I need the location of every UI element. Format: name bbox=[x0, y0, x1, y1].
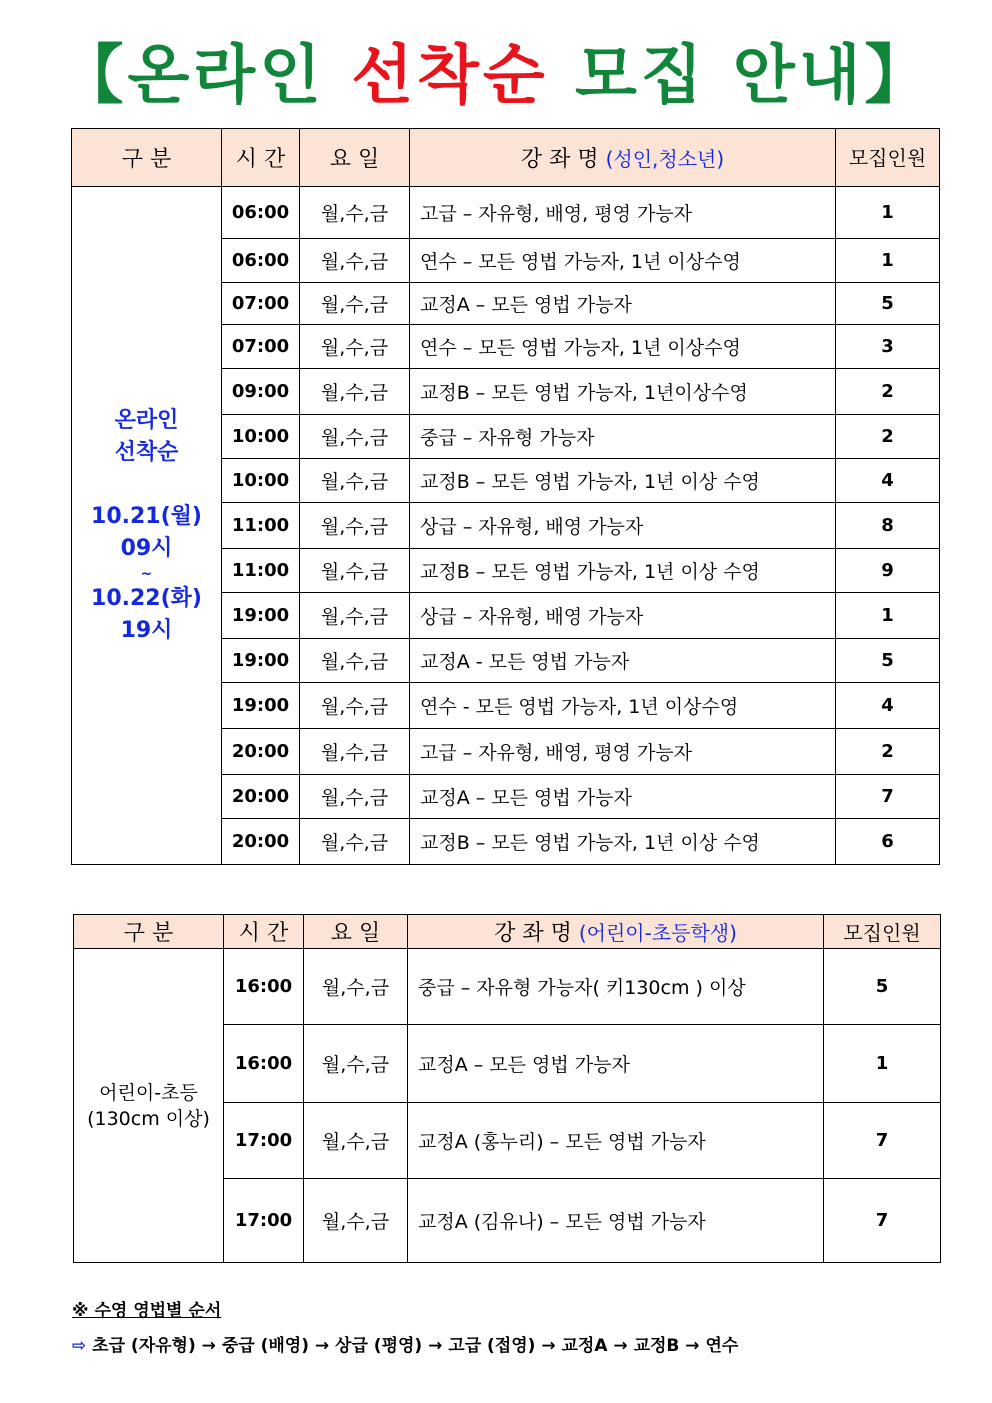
cell-count: 5 bbox=[836, 639, 940, 683]
table-row bbox=[74, 949, 941, 1025]
cell-count: 4 bbox=[836, 683, 940, 729]
cell-count: 1 bbox=[836, 593, 940, 639]
cell-course: 상급 – 자유형, 배영 가능자 bbox=[410, 503, 836, 549]
title-close-bracket: 】 bbox=[864, 39, 933, 113]
kids-group-label bbox=[74, 949, 224, 1263]
cell-time: 17:00 bbox=[224, 1179, 304, 1263]
table-row bbox=[72, 187, 940, 239]
cell-day: 월,수,금 bbox=[300, 819, 410, 865]
cell-count: 5 bbox=[824, 949, 941, 1025]
cell-course: 교정B – 모든 영법 가능자, 1년이상수영 bbox=[410, 369, 836, 415]
cell-day: 월,수,금 bbox=[300, 503, 410, 549]
cell-day: 월,수,금 bbox=[304, 1179, 408, 1263]
cell-course: 교정B – 모든 영법 가능자, 1년 이상 수영 bbox=[410, 549, 836, 593]
group-label-line bbox=[72, 469, 221, 501]
group-label-line: 19시 bbox=[120, 617, 173, 643]
cell-day: 월,수,금 bbox=[300, 593, 410, 639]
cell-day: 월,수,금 bbox=[304, 1103, 408, 1179]
cell-course: 연수 – 모든 영법 가능자, 1년 이상수영 bbox=[410, 325, 836, 369]
group-label-line: 온라인 bbox=[114, 407, 179, 433]
cell-count: 6 bbox=[836, 819, 940, 865]
cell-day: 월,수,금 bbox=[300, 549, 410, 593]
cell-day: 월,수,금 bbox=[300, 775, 410, 819]
header-course bbox=[410, 129, 836, 187]
header-count: 모집인원 bbox=[836, 129, 940, 187]
cell-day: 월,수,금 bbox=[300, 369, 410, 415]
cell-time: 10:00 bbox=[222, 459, 300, 503]
kids-table-header bbox=[74, 915, 941, 949]
header-course-audience: (성인,청소년) bbox=[605, 147, 725, 171]
stroke-order-line bbox=[72, 1331, 738, 1356]
cell-course: 교정A – 모든 영법 가능자 bbox=[410, 283, 836, 325]
kids-header-time: 시 간 bbox=[224, 915, 304, 949]
cell-time: 20:00 bbox=[222, 775, 300, 819]
cell-day: 월,수,금 bbox=[300, 239, 410, 283]
adult-table-header bbox=[72, 129, 940, 187]
cell-count: 7 bbox=[824, 1179, 941, 1263]
cell-count: 5 bbox=[836, 283, 940, 325]
kids-header-day: 요 일 bbox=[304, 915, 408, 949]
kids-schedule-table bbox=[73, 914, 941, 1263]
cell-day: 월,수,금 bbox=[300, 459, 410, 503]
header-day: 요 일 bbox=[300, 129, 410, 187]
header-course-label: 강 좌 명 bbox=[520, 147, 599, 172]
cell-time: 16:00 bbox=[224, 949, 304, 1025]
cell-day: 월,수,금 bbox=[300, 325, 410, 369]
cell-course: 교정A – 모든 영법 가능자 bbox=[408, 1025, 824, 1103]
online-first-come-period bbox=[72, 187, 222, 865]
group-label-line: 선착순 bbox=[114, 439, 179, 465]
cell-day: 월,수,금 bbox=[300, 639, 410, 683]
cell-time: 06:00 bbox=[222, 187, 300, 239]
cell-day: 월,수,금 bbox=[300, 683, 410, 729]
title-open-bracket: 【 bbox=[59, 39, 128, 113]
cell-time: 06:00 bbox=[222, 239, 300, 283]
cell-course: 연수 - 모든 영법 가능자, 1년 이상수영 bbox=[410, 683, 836, 729]
cell-course: 교정A (김유나) – 모든 영법 가능자 bbox=[408, 1179, 824, 1263]
cell-course: 연수 – 모든 영법 가능자, 1년 이상수영 bbox=[410, 239, 836, 283]
group-label-line: (130cm 이상) bbox=[87, 1107, 210, 1130]
header-category: 구 분 bbox=[72, 129, 222, 187]
title-part-first-come: 선착순 bbox=[351, 39, 549, 113]
cell-count: 2 bbox=[836, 729, 940, 775]
kids-header-course-audience: (어린이-초등학생) bbox=[578, 921, 737, 945]
cell-day: 월,수,금 bbox=[300, 729, 410, 775]
cell-course: 고급 – 자유형, 배영, 평영 가능자 bbox=[410, 187, 836, 239]
kids-table-body bbox=[74, 949, 941, 1263]
notes-title: ※ 수영 영법별 순서 bbox=[72, 1301, 222, 1321]
cell-day: 월,수,금 bbox=[304, 949, 408, 1025]
group-label-line: 09시 bbox=[120, 535, 173, 561]
cell-day: 월,수,금 bbox=[300, 283, 410, 325]
cell-count: 3 bbox=[836, 325, 940, 369]
cell-day: 월,수,금 bbox=[300, 415, 410, 459]
cell-count: 2 bbox=[836, 369, 940, 415]
cell-day: 월,수,금 bbox=[300, 187, 410, 239]
cell-count: 2 bbox=[836, 415, 940, 459]
cell-time: 09:00 bbox=[222, 369, 300, 415]
cell-count: 1 bbox=[836, 239, 940, 283]
group-label-line: 어린이-초등 bbox=[99, 1081, 198, 1104]
title-part-recruit-notice: 모집 안내 bbox=[574, 39, 865, 113]
arrow-right-icon: ⇨ bbox=[72, 1336, 87, 1356]
cell-course: 교정B – 모든 영법 가능자, 1년 이상 수영 bbox=[410, 819, 836, 865]
cell-time: 07:00 bbox=[222, 325, 300, 369]
cell-count: 1 bbox=[824, 1025, 941, 1103]
cell-course: 교정A (홍누리) – 모든 영법 가능자 bbox=[408, 1103, 824, 1179]
header-time: 시 간 bbox=[222, 129, 300, 187]
cell-time: 19:00 bbox=[222, 683, 300, 729]
title-part-online: 온라인 bbox=[127, 39, 325, 113]
cell-count: 7 bbox=[836, 775, 940, 819]
cell-course: 고급 – 자유형, 배영, 평영 가능자 bbox=[410, 729, 836, 775]
stroke-order-sequence: 초급 (자유형) → 중급 (배영) → 상급 (평영) → 고급 (접영) → 교정A → 교정B → 연수 bbox=[92, 1336, 739, 1356]
notes bbox=[72, 1296, 738, 1356]
adult-table-body bbox=[72, 187, 940, 865]
kids-header-category: 구 분 bbox=[74, 915, 224, 949]
adult-schedule-table bbox=[71, 128, 940, 865]
cell-course: 교정A – 모든 영법 가능자 bbox=[410, 775, 836, 819]
group-label-line: ~ bbox=[140, 565, 153, 582]
cell-count: 1 bbox=[836, 187, 940, 239]
kids-header-count: 모집인원 bbox=[824, 915, 941, 949]
cell-time: 10:00 bbox=[222, 415, 300, 459]
cell-time: 19:00 bbox=[222, 593, 300, 639]
cell-course: 중급 – 자유형 가능자( 키130cm ) 이상 bbox=[408, 949, 824, 1025]
kids-header-course-label: 강 좌 명 bbox=[494, 921, 572, 946]
cell-count: 8 bbox=[836, 503, 940, 549]
cell-time: 11:00 bbox=[222, 549, 300, 593]
cell-course: 교정B – 모든 영법 가능자, 1년 이상 수영 bbox=[410, 459, 836, 503]
cell-time: 16:00 bbox=[224, 1025, 304, 1103]
kids-header-course bbox=[408, 915, 824, 949]
cell-day: 월,수,금 bbox=[304, 1025, 408, 1103]
cell-count: 9 bbox=[836, 549, 940, 593]
cell-time: 20:00 bbox=[222, 819, 300, 865]
cell-count: 7 bbox=[824, 1103, 941, 1179]
cell-course: 상급 – 자유형, 배영 가능자 bbox=[410, 593, 836, 639]
cell-time: 20:00 bbox=[222, 729, 300, 775]
cell-time: 19:00 bbox=[222, 639, 300, 683]
group-label-line: 10.21(월) bbox=[91, 503, 202, 529]
cell-course: 중급 – 자유형 가능자 bbox=[410, 415, 836, 459]
group-label-line: 10.22(화) bbox=[91, 585, 202, 611]
cell-time: 11:00 bbox=[222, 503, 300, 549]
cell-course: 교정A - 모든 영법 가능자 bbox=[410, 639, 836, 683]
cell-time: 07:00 bbox=[222, 283, 300, 325]
page-title bbox=[0, 28, 992, 124]
cell-time: 17:00 bbox=[224, 1103, 304, 1179]
cell-count: 4 bbox=[836, 459, 940, 503]
